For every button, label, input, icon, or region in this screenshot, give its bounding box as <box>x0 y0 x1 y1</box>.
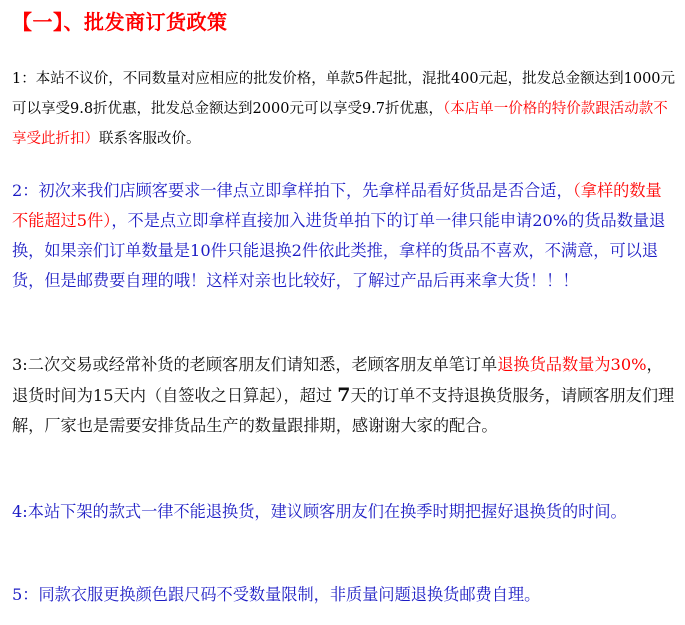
policy-item-3 <box>12 350 677 441</box>
policy-item-4: 4:本站下架的款式一律不能退换货，建议顾客朋友们在换季时期把握好退换货的时间。 <box>12 502 627 521</box>
policy-item-1-highlight: （本店单一价格的特价款跟活动款不享受此折扣） <box>12 101 668 147</box>
policy-item-2-text-end: ，不是点立即拿样直接加入进货单拍下的订单一律只能申请20%的货品数量退换，如果亲们订单数量是10件只能退换2件依此类推，拿样的货品不喜欢，不满意，可以退货，但是邮费要自理的哦！这样对亲也比较好，了解过产品后再来拿大货！！！ <box>12 211 666 290</box>
policy-item-2-highlight: （拿样的数量不能超过5件） <box>12 181 662 230</box>
policy-item-3-text: 3:二次交易或经常补货的老顾客朋友们请知悉，老顾客朋友单笔订单 <box>12 355 498 374</box>
policy-item-3-highlight: 退换货品数量为30% <box>497 355 647 374</box>
policy-item-5: 5：同款衣服更换颜色跟尺码不受数量限制，非质量问题退换货邮费自理。 <box>12 585 541 604</box>
policy-item-1 <box>12 64 677 154</box>
policy-item-1-text-end: 联系客服改价。 <box>99 131 201 147</box>
policy-item-2-text: 2：初次来我们店顾客要求一律点立即拿样拍下，先拿样品看好货品是否合适， <box>12 181 573 200</box>
policy-item-1-text: 1：本站不议价，不同数量对应相应的批发价格，单款5件起批，混批400元起，批发总金额达到1000元可以享受9.8折优惠，批发总金额达到2000元可以享受9.7折优惠， <box>12 71 676 117</box>
policy-item-3-text-mid: ，退货时间为15天内（自签收之日算起），超过 <box>12 355 663 405</box>
page-title: 【一】、批发商订货政策 <box>12 10 228 34</box>
policy-item-3-days: 7 <box>337 384 351 406</box>
policy-item-2 <box>12 176 677 296</box>
policy-item-3-text-end: 天的订单不支持退换货服务，请顾客朋友们理解，厂家也是需要安排货品生产的数量跟排期，感谢谢大家的配合。 <box>12 386 675 435</box>
